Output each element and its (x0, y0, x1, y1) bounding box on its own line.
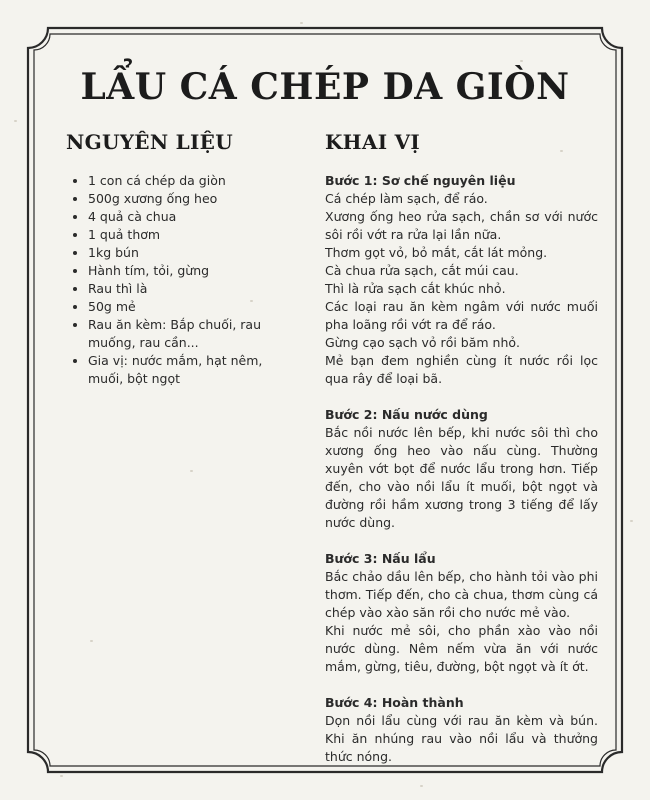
ingredient-item: Hành tím, tỏi, gừng (66, 262, 286, 280)
ingredient-item: 1kg bún (66, 244, 286, 262)
step-text: Khi nước mẻ sôi, cho phần xào vào nồi nước dùng. Nêm nếm vừa ăn với nước mắm, gừng, tiêu, đường, bột ngọt và ít ớt. (325, 623, 598, 674)
ingredient-list (66, 172, 286, 388)
step-text: Cá chép làm sạch, để ráo. (325, 191, 488, 206)
step-text: Các loại rau ăn kèm ngâm với nước muối pha loãng rồi vớt ra để ráo. (325, 299, 598, 332)
ingredient-item: 500g xương ống heo (66, 190, 286, 208)
ingredient-item: 1 quả thơm (66, 226, 286, 244)
step-text: Xương ống heo rửa sạch, chần sơ với nước sôi rồi vớt ra rửa lại lần nữa. (325, 209, 598, 242)
step-title: Bước 1: Sơ chế nguyên liệu (325, 173, 516, 188)
step-text: Thơm gọt vỏ, bỏ mắt, cắt lát mỏng. (325, 245, 548, 260)
ingredient-item: Gia vị: nước mắm, hạt nêm, muối, bột ngọt (66, 352, 286, 388)
step-text: Mẻ bạn đem nghiền cùng ít nước rồi lọc qua rây để loại bã. (325, 353, 598, 386)
step-title: Bước 2: Nấu nước dùng (325, 407, 488, 422)
step-text: Cà chua rửa sạch, cắt múi cau. (325, 263, 519, 278)
ingredient-item: 1 con cá chép da giòn (66, 172, 286, 190)
step-title: Bước 4: Hoàn thành (325, 695, 464, 710)
step-text: Gừng cạo sạch vỏ rồi băm nhỏ. (325, 335, 520, 350)
ingredients-heading: NGUYÊN LIỆU (66, 130, 233, 154)
ingredient-item: Rau thì là (66, 280, 286, 298)
method-section (325, 130, 598, 784)
recipe-step (325, 172, 598, 388)
ingredients-section (66, 130, 286, 388)
recipe-card (48, 48, 602, 778)
ingredient-item: 50g mẻ (66, 298, 286, 316)
step-text: Dọn nồi lẩu cùng với rau ăn kèm và bún. Khi ăn nhúng rau vào nồi lẩu và thưởng thức nóng. (325, 713, 598, 764)
recipe-title: LẨU CÁ CHÉP DA GIÒN (80, 66, 570, 108)
method-heading: KHAI VỊ (325, 130, 421, 154)
step-list (325, 172, 598, 766)
ingredient-item: 4 quả cà chua (66, 208, 286, 226)
recipe-step (325, 694, 598, 766)
step-title: Bước 3: Nấu lẩu (325, 551, 436, 566)
ingredient-item: Rau ăn kèm: Bắp chuối, rau muống, rau cần... (66, 316, 286, 352)
step-text: Bắc nồi nước lên bếp, khi nước sôi thì cho xương ống heo vào nấu cùng. Thường xuyên vớt bọt để nước lẩu trong hơn. Tiếp đến, cho vào nồi lẩu ít muối, bột ngọt và đường rồi hầm xương trong 3 tiếng để lấy nước dùng. (325, 425, 598, 530)
recipe-step (325, 550, 598, 676)
step-text: Thì là rửa sạch cắt khúc nhỏ. (325, 281, 506, 296)
recipe-step (325, 406, 598, 532)
step-text: Bắc chảo dầu lên bếp, cho hành tỏi vào phi thơm. Tiếp đến, cho cà chua, thơm cùng cá chép vào xào săn rồi cho nước mẻ vào. (325, 569, 598, 620)
